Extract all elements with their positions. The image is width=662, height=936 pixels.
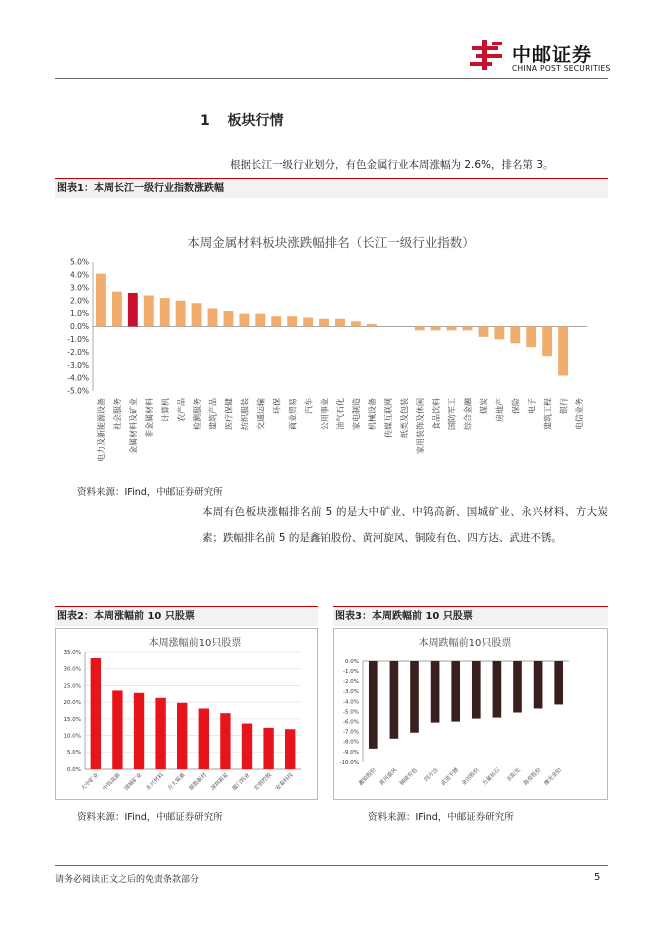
x-tick-label: 非金属材料: [144, 398, 154, 438]
y-tick-label: -1.0%: [343, 669, 359, 676]
page-number: 5: [594, 872, 601, 883]
x-tick-label: 煤炭: [479, 398, 489, 414]
intro-paragraph: 根据长江一级行业划分，有色金属行业本周涨幅为 2.6%，排名第 3。: [230, 159, 554, 171]
x-tick-label: 武进不锈: [440, 767, 461, 787]
y-tick-label: 0.0%: [67, 766, 81, 773]
x-tick-label: 方大炭素: [166, 772, 187, 792]
x-tick-label: 国城矿业: [123, 772, 144, 792]
y-tick-label: 5.0%: [67, 750, 81, 757]
bar: [554, 661, 563, 704]
bar: [463, 327, 473, 331]
bar: [478, 327, 488, 337]
bar: [367, 324, 377, 327]
x-tick-label: 力量钻石: [481, 767, 502, 787]
x-tick-label: 豫光金铅: [543, 767, 564, 787]
industry-return-chart: [55, 198, 608, 480]
bar: [263, 728, 273, 769]
y-tick-label: 0.0%: [69, 322, 89, 332]
bar: [239, 314, 249, 327]
section-title-text: 板块行情: [227, 113, 284, 129]
x-tick-label: 电力及新能源设备: [97, 398, 107, 462]
x-tick-label: 社会服务: [113, 398, 123, 430]
bar: [431, 661, 440, 723]
x-tick-label: 商业贸易: [288, 398, 298, 430]
bar: [112, 690, 122, 769]
x-tick-label: 交通运输: [256, 398, 266, 430]
x-tick-label: 黄河旋风: [378, 767, 399, 787]
chart-title: 本周跌幅前10只股票: [418, 638, 512, 649]
bar: [155, 698, 165, 769]
x-tick-label: 电子: [527, 398, 537, 414]
x-tick-label: 检测服务: [192, 398, 202, 430]
figure3-label: 图表3：本周跌幅前 10 只股票: [333, 606, 608, 626]
y-tick-label: -2.0%: [67, 347, 89, 357]
bar: [542, 327, 552, 357]
x-tick-label: 建筑工程: [543, 398, 553, 431]
header-divider: [55, 78, 608, 79]
y-tick-label: -6.0%: [343, 719, 359, 726]
x-tick-label: 综合金融: [463, 398, 473, 430]
y-tick-label: 2.0%: [69, 296, 89, 306]
logo-text-cn: 中邮证券: [512, 44, 593, 66]
bar: [220, 713, 230, 769]
bar: [513, 661, 522, 713]
x-tick-label: 东阳光: [505, 767, 522, 784]
top-gainers-chart: [55, 628, 318, 800]
y-tick-label: -2.0%: [343, 679, 359, 686]
x-tick-label: 纸类及包装: [399, 398, 409, 438]
footer-disclaimer: 请务必阅读正文之后的免责条款部分: [55, 875, 200, 885]
figure1-label: 图表1：本周长江一级行业指数涨跌幅: [55, 178, 608, 198]
x-tick-label: 传媒互联网: [384, 398, 394, 438]
bar: [303, 317, 313, 326]
bar: [144, 296, 154, 327]
x-tick-label: 家用装饰及休闲: [415, 398, 425, 454]
y-tick-label: 20.0%: [63, 700, 81, 707]
x-tick-label: 银行: [559, 397, 569, 414]
bar: [255, 314, 265, 327]
x-tick-label: 海亮股份: [522, 767, 543, 787]
bar: [91, 658, 101, 769]
bar: [177, 703, 187, 769]
x-tick-label: 纺织服装: [240, 398, 250, 430]
x-tick-label: 厦门钨业: [231, 772, 252, 792]
y-tick-label: -1.0%: [67, 335, 89, 345]
x-tick-label: 金属材料及矿业: [129, 398, 139, 454]
x-tick-label: 金田股份: [460, 767, 481, 787]
bar: [271, 316, 281, 326]
x-tick-label: 大中矿业: [80, 772, 101, 792]
bar: [431, 327, 441, 331]
bar: [134, 693, 144, 769]
bar: [242, 724, 252, 769]
x-tick-label: 建筑产品: [208, 398, 218, 430]
bar: [112, 292, 122, 327]
section-number: 1: [200, 113, 210, 129]
bar: [510, 327, 520, 344]
x-tick-label: 房地产: [495, 398, 505, 422]
x-tick-label: 深圳新星: [210, 772, 230, 792]
bar: [558, 327, 568, 376]
bar: [526, 327, 536, 348]
x-tick-label: 农产品: [176, 398, 186, 422]
x-tick-label: 电信业务: [575, 398, 585, 430]
y-tick-label: 25.0%: [63, 683, 81, 690]
x-tick-label: 公用事业: [320, 398, 330, 430]
y-tick-label: 1.0%: [69, 309, 89, 319]
x-tick-label: 油气石化: [336, 398, 346, 430]
bar: [224, 311, 234, 326]
bar: [128, 293, 138, 327]
x-tick-label: 食品饮料: [431, 398, 441, 430]
y-tick-label: 4.0%: [69, 270, 89, 280]
bar: [534, 661, 543, 708]
figure1-source: 资料来源：IFind，中邮证券研究所: [77, 487, 223, 498]
bar: [199, 708, 209, 769]
bar: [472, 661, 481, 719]
x-tick-label: 计算机: [160, 398, 170, 422]
y-tick-label: 0.0%: [345, 658, 359, 665]
footer-divider: [55, 865, 608, 866]
section-title: [200, 110, 284, 130]
x-tick-label: 铜陵有色: [399, 767, 419, 787]
y-tick-label: 35.0%: [63, 649, 81, 656]
x-tick-label: 四方达: [423, 767, 440, 784]
bar: [192, 303, 202, 326]
bar: [287, 316, 297, 326]
y-tick-label: -9.0%: [343, 749, 359, 756]
y-tick-label: -3.0%: [67, 360, 89, 370]
bar: [410, 661, 419, 733]
y-tick-label: 3.0%: [69, 283, 89, 293]
bar: [369, 661, 378, 749]
bar: [160, 298, 170, 326]
bar: [208, 308, 218, 326]
x-tick-label: 鼎胜新材: [188, 772, 209, 792]
y-tick-label: 5.0%: [69, 257, 89, 267]
y-tick-label: 30.0%: [63, 666, 81, 673]
x-tick-label: 家电制造: [352, 398, 362, 430]
bar: [351, 321, 361, 326]
x-tick-label: 保险: [511, 398, 521, 414]
figure2-label: 图表2：本周涨幅前 10 只股票: [55, 606, 318, 626]
chart-title: 本周金属材料板块涨跌幅排名（长江一级行业指数）: [187, 235, 475, 250]
x-tick-label: 机械设备: [368, 398, 378, 430]
bar: [176, 301, 186, 327]
x-tick-label: 中钨高新: [102, 772, 122, 792]
y-tick-label: 10.0%: [63, 733, 81, 740]
y-tick-label: -7.0%: [343, 729, 359, 736]
y-tick-label: -8.0%: [343, 739, 359, 746]
bar: [447, 327, 457, 331]
logo-text-en: CHINA POST SECURITIES: [512, 64, 611, 73]
bar: [335, 319, 345, 327]
top-movers-paragraph: 本周有色板块涨幅排名前 5 的是大中矿业、中钨高新、国城矿业、永兴材料、方大炭素；跌幅排名前 5 的是鑫铂股份、黄河旋风、铜陵有色、四方达、武进不锈。: [202, 506, 608, 544]
x-tick-label: 环保: [272, 398, 282, 414]
figure3-source: 资料来源：IFind，中邮证券研究所: [368, 812, 514, 823]
y-tick-label: 15.0%: [63, 716, 81, 723]
x-tick-label: 医疗保健: [224, 398, 234, 430]
x-tick-label: 永兴材料: [145, 772, 166, 792]
bar: [96, 274, 106, 327]
x-tick-label: 汽车: [304, 398, 314, 414]
y-tick-label: -5.0%: [67, 386, 89, 396]
figure2-source: 资料来源：IFind，中邮证券研究所: [77, 812, 223, 823]
chart-title: 本周涨幅前10只股票: [148, 638, 242, 649]
bar: [494, 327, 504, 340]
x-tick-label: 鑫铂股份: [357, 767, 378, 787]
bar: [451, 661, 460, 722]
bar: [415, 327, 425, 331]
y-tick-label: -3.0%: [343, 689, 359, 696]
bar: [390, 661, 399, 739]
bar: [493, 661, 502, 718]
y-tick-label: -4.0%: [343, 699, 359, 706]
bar: [319, 319, 329, 327]
y-tick-label: -10.0%: [339, 759, 359, 766]
company-logo: [468, 38, 618, 78]
logo-mark-icon: [468, 38, 508, 72]
x-tick-label: 国防军工: [447, 398, 457, 430]
y-tick-label: -5.0%: [343, 709, 359, 716]
top-losers-chart: [333, 628, 608, 800]
x-tick-label: 宏创控股: [253, 772, 274, 792]
x-tick-label: 安泰科技: [274, 772, 295, 792]
bar: [285, 729, 295, 769]
y-tick-label: -4.0%: [67, 373, 89, 383]
